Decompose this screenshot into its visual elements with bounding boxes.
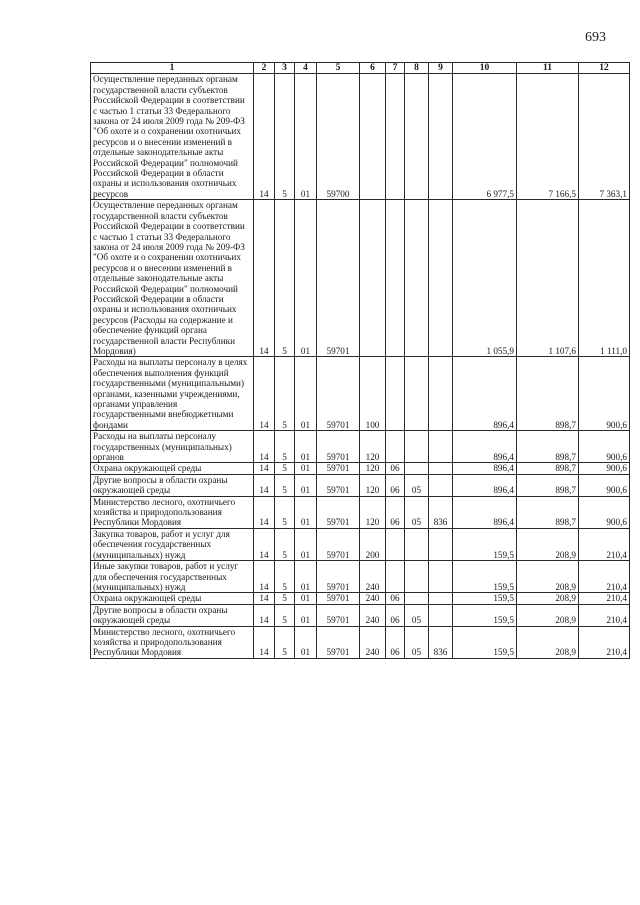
table-row <box>91 528 630 560</box>
cell-col-12: 210,4 <box>579 593 630 604</box>
table-row <box>91 604 630 626</box>
cell-col-8: 05 <box>405 604 429 626</box>
cell-col-12: 7 363,1 <box>579 74 630 200</box>
cell-col-4: 01 <box>295 431 317 463</box>
cell-col-7 <box>386 357 405 431</box>
column-header-3: 3 <box>275 63 295 74</box>
cell-col-8 <box>405 561 429 593</box>
cell-col-7 <box>386 74 405 200</box>
cell-col-11: 898,7 <box>517 496 579 528</box>
cell-col-11: 898,7 <box>517 474 579 496</box>
cell-col-9: 836 <box>429 626 453 658</box>
cell-col-5: 59701 <box>317 593 360 604</box>
cell-col-5: 59701 <box>317 357 360 431</box>
table-header <box>91 63 630 74</box>
cell-col-5: 59701 <box>317 200 360 357</box>
row-description: Охрана окружающей среды <box>91 463 254 474</box>
cell-col-6: 120 <box>360 463 386 474</box>
cell-col-4: 01 <box>295 593 317 604</box>
cell-col-2: 14 <box>254 604 275 626</box>
cell-col-11: 898,7 <box>517 357 579 431</box>
cell-col-12: 1 111,0 <box>579 200 630 357</box>
cell-col-5: 59701 <box>317 496 360 528</box>
cell-col-6: 100 <box>360 357 386 431</box>
table-row <box>91 593 630 604</box>
cell-col-3: 5 <box>275 496 295 528</box>
cell-col-5: 59701 <box>317 474 360 496</box>
cell-col-10: 896,4 <box>453 463 517 474</box>
cell-col-6: 120 <box>360 496 386 528</box>
cell-col-7 <box>386 561 405 593</box>
cell-col-11: 7 166,5 <box>517 74 579 200</box>
cell-col-3: 5 <box>275 626 295 658</box>
cell-col-7: 06 <box>386 626 405 658</box>
cell-col-6: 200 <box>360 528 386 560</box>
cell-col-7 <box>386 528 405 560</box>
cell-col-4: 01 <box>295 561 317 593</box>
column-header-11: 11 <box>517 63 579 74</box>
cell-col-8 <box>405 431 429 463</box>
cell-col-12: 900,6 <box>579 474 630 496</box>
cell-col-10: 159,5 <box>453 561 517 593</box>
cell-col-2: 14 <box>254 496 275 528</box>
table-body <box>91 74 630 658</box>
column-header-2: 2 <box>254 63 275 74</box>
cell-col-12: 210,4 <box>579 604 630 626</box>
cell-col-5: 59701 <box>317 463 360 474</box>
cell-col-8 <box>405 528 429 560</box>
cell-col-5: 59701 <box>317 431 360 463</box>
cell-col-11: 208,9 <box>517 626 579 658</box>
cell-col-10: 896,4 <box>453 431 517 463</box>
cell-col-10: 6 977,5 <box>453 74 517 200</box>
cell-col-10: 896,4 <box>453 474 517 496</box>
cell-col-2: 14 <box>254 593 275 604</box>
table-row <box>91 626 630 658</box>
cell-col-10: 1 055,9 <box>453 200 517 357</box>
cell-col-6: 240 <box>360 593 386 604</box>
cell-col-9 <box>429 561 453 593</box>
cell-col-11: 898,7 <box>517 463 579 474</box>
column-header-7: 7 <box>386 63 405 74</box>
cell-col-5: 59701 <box>317 626 360 658</box>
cell-col-4: 01 <box>295 463 317 474</box>
cell-col-7 <box>386 200 405 357</box>
cell-col-8 <box>405 593 429 604</box>
row-description: Иные закупки товаров, работ и услуг для обеспечения государственных (муниципальных) нужд <box>91 561 254 593</box>
cell-col-11: 208,9 <box>517 604 579 626</box>
cell-col-8 <box>405 357 429 431</box>
row-description: Министерство лесного, охотничьего хозяйства и природопользования Республики Мордовия <box>91 496 254 528</box>
row-description: Расходы на выплаты персоналу государственных (муниципальных) органов <box>91 431 254 463</box>
column-header-10: 10 <box>453 63 517 74</box>
column-header-6: 6 <box>360 63 386 74</box>
cell-col-2: 14 <box>254 431 275 463</box>
cell-col-9 <box>429 431 453 463</box>
cell-col-8: 05 <box>405 626 429 658</box>
column-header-9: 9 <box>429 63 453 74</box>
cell-col-2: 14 <box>254 357 275 431</box>
cell-col-2: 14 <box>254 626 275 658</box>
cell-col-9 <box>429 593 453 604</box>
row-description: Охрана окружающей среды <box>91 593 254 604</box>
budget-table <box>90 62 630 659</box>
cell-col-6: 240 <box>360 626 386 658</box>
cell-col-9 <box>429 474 453 496</box>
column-header-5: 5 <box>317 63 360 74</box>
table-row <box>91 561 630 593</box>
cell-col-4: 01 <box>295 528 317 560</box>
cell-col-11: 1 107,6 <box>517 200 579 357</box>
cell-col-2: 14 <box>254 561 275 593</box>
cell-col-9 <box>429 200 453 357</box>
cell-col-2: 14 <box>254 200 275 357</box>
cell-col-12: 210,4 <box>579 561 630 593</box>
cell-col-4: 01 <box>295 474 317 496</box>
table-row <box>91 74 630 200</box>
cell-col-11: 208,9 <box>517 593 579 604</box>
cell-col-6: 120 <box>360 474 386 496</box>
cell-col-8 <box>405 463 429 474</box>
cell-col-9 <box>429 604 453 626</box>
cell-col-9 <box>429 74 453 200</box>
cell-col-2: 14 <box>254 474 275 496</box>
cell-col-8 <box>405 200 429 357</box>
cell-col-4: 01 <box>295 604 317 626</box>
row-description: Расходы на выплаты персоналу в целях обеспечения выполнения функций государственными (муниципальными) органами, казенными учреждениями, органами управления государственными внебюджетными фондами <box>91 357 254 431</box>
page-number: 693 <box>585 30 606 45</box>
cell-col-4: 01 <box>295 357 317 431</box>
cell-col-10: 896,4 <box>453 357 517 431</box>
cell-col-3: 5 <box>275 528 295 560</box>
cell-col-3: 5 <box>275 593 295 604</box>
cell-col-10: 159,5 <box>453 604 517 626</box>
row-description: Закупка товаров, работ и услуг для обеспечения государственных (муниципальных) нужд <box>91 528 254 560</box>
cell-col-2: 14 <box>254 528 275 560</box>
cell-col-12: 900,6 <box>579 496 630 528</box>
cell-col-12: 210,4 <box>579 626 630 658</box>
table-row <box>91 200 630 357</box>
cell-col-6: 240 <box>360 561 386 593</box>
cell-col-6: 240 <box>360 604 386 626</box>
table-row <box>91 463 630 474</box>
cell-col-12: 900,6 <box>579 431 630 463</box>
cell-col-3: 5 <box>275 604 295 626</box>
cell-col-10: 159,5 <box>453 593 517 604</box>
cell-col-5: 59701 <box>317 604 360 626</box>
cell-col-12: 900,6 <box>579 463 630 474</box>
cell-col-6 <box>360 200 386 357</box>
cell-col-9 <box>429 357 453 431</box>
cell-col-8 <box>405 74 429 200</box>
cell-col-3: 5 <box>275 357 295 431</box>
cell-col-5: 59700 <box>317 74 360 200</box>
cell-col-8: 05 <box>405 496 429 528</box>
cell-col-12: 210,4 <box>579 528 630 560</box>
cell-col-8: 05 <box>405 474 429 496</box>
cell-col-11: 208,9 <box>517 561 579 593</box>
cell-col-4: 01 <box>295 496 317 528</box>
cell-col-6: 120 <box>360 431 386 463</box>
cell-col-9 <box>429 528 453 560</box>
cell-col-10: 159,5 <box>453 528 517 560</box>
cell-col-11: 208,9 <box>517 528 579 560</box>
cell-col-5: 59701 <box>317 528 360 560</box>
column-header-12: 12 <box>579 63 630 74</box>
cell-col-6 <box>360 74 386 200</box>
row-description: Министерство лесного, охотничьего хозяйства и природопользования Республики Мордовия <box>91 626 254 658</box>
table-row <box>91 474 630 496</box>
cell-col-2: 14 <box>254 74 275 200</box>
row-description: Другие вопросы в области охраны окружающей среды <box>91 604 254 626</box>
cell-col-7: 06 <box>386 593 405 604</box>
header-row <box>91 63 630 74</box>
column-header-1: 1 <box>91 63 254 74</box>
cell-col-7 <box>386 431 405 463</box>
cell-col-10: 159,5 <box>453 626 517 658</box>
cell-col-7: 06 <box>386 496 405 528</box>
cell-col-3: 5 <box>275 561 295 593</box>
column-header-4: 4 <box>295 63 317 74</box>
cell-col-7: 06 <box>386 604 405 626</box>
column-header-8: 8 <box>405 63 429 74</box>
cell-col-10: 896,4 <box>453 496 517 528</box>
cell-col-4: 01 <box>295 74 317 200</box>
cell-col-5: 59701 <box>317 561 360 593</box>
cell-col-3: 5 <box>275 474 295 496</box>
cell-col-3: 5 <box>275 431 295 463</box>
row-description: Другие вопросы в области охраны окружающей среды <box>91 474 254 496</box>
cell-col-3: 5 <box>275 463 295 474</box>
cell-col-7: 06 <box>386 463 405 474</box>
row-description: Осуществление переданных органам государственной власти субъектов Российской Федерации в соответствии с частью 1 статьи 33 Федерального закона от 24 июля 2009 года № 209-ФЗ "Об охоте и о сохранении охотничьих ресурсов и о внесении изменений в отдельные законодательные акты Российской Федерации" полномочий Российской Федерации в области охраны и использования охотничьих ресурсов (Расходы на содержание и обеспечение функций органа государственной власти Республики Мордовия) <box>91 200 254 357</box>
row-description: Осуществление переданных органам государственной власти субъектов Российской Федерации в соответствии с частью 1 статьи 33 Федерального закона от 24 июля 2009 года № 209-ФЗ "Об охоте и о сохранении охотничьих ресурсов и о внесении изменений в отдельные законодательные акты Российской Федерации" полномочий Российской Федерации в области охраны и использования охотничьих ресурсов <box>91 74 254 200</box>
cell-col-9: 836 <box>429 496 453 528</box>
cell-col-3: 5 <box>275 74 295 200</box>
cell-col-4: 01 <box>295 200 317 357</box>
table-row <box>91 357 630 431</box>
table-row <box>91 496 630 528</box>
cell-col-4: 01 <box>295 626 317 658</box>
table-row <box>91 431 630 463</box>
cell-col-7: 06 <box>386 474 405 496</box>
cell-col-12: 900,6 <box>579 357 630 431</box>
cell-col-9 <box>429 463 453 474</box>
cell-col-3: 5 <box>275 200 295 357</box>
cell-col-11: 898,7 <box>517 431 579 463</box>
cell-col-2: 14 <box>254 463 275 474</box>
